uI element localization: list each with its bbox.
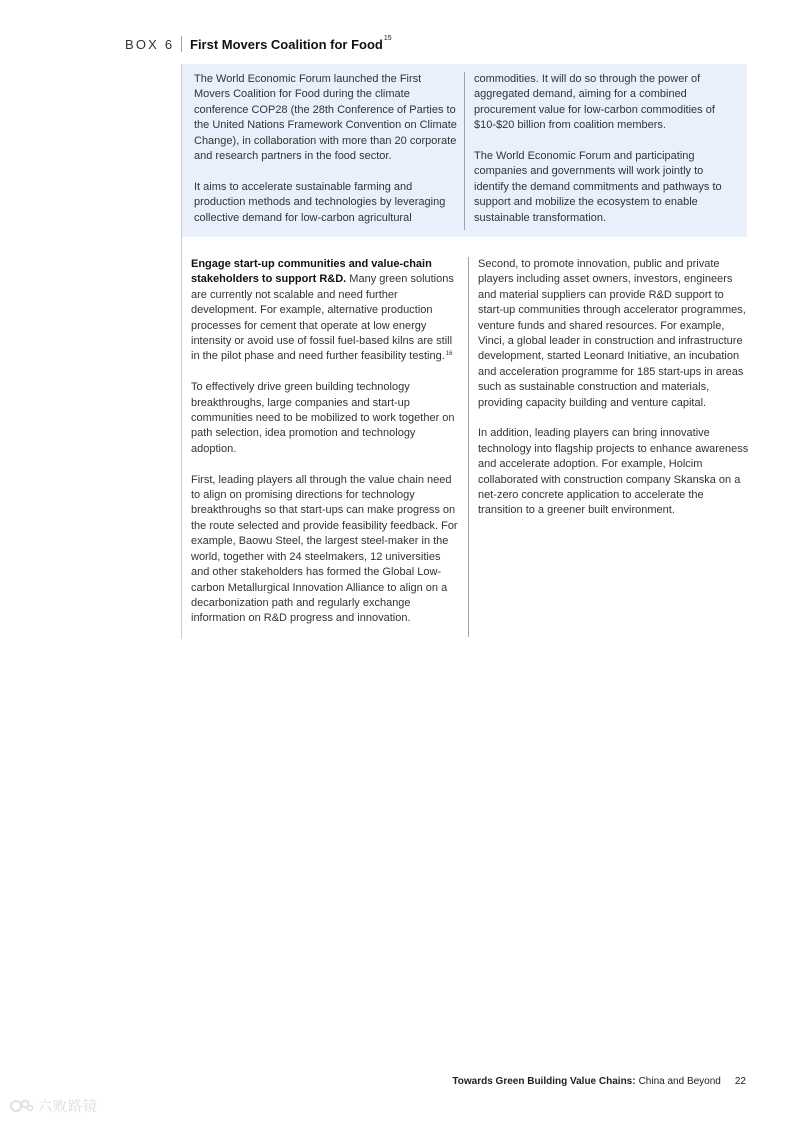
watermark-logo-icon	[8, 1098, 34, 1114]
body-paragraph: In addition, leading players can bring innovative technology into flagship projects to enhance awareness and accelerate adoption. For example, Holcim collaborated with construction company Skanska on a net-zero concrete application to accelerate the transition to a greener built environment.	[478, 427, 749, 517]
box-paragraph: commodities. It will do so through the power of aggregated demand, aiming for a combined procurement value for low-carbon commodities of $10-$20 billion from coalition members.	[474, 73, 715, 132]
lead-paragraph	[191, 257, 461, 365]
body-column-right	[478, 257, 750, 519]
box-label: BOX 6	[125, 36, 175, 52]
box-column-divider	[464, 72, 465, 230]
lead-text: Many green solutions are currently not scalable and need further development. For example, alternative production processes for cement that operate at low energy intensity or avoid use of fossil fuel-based kilns are still in the pilot phase and need further feasibility testing.	[191, 273, 454, 363]
box-title-text: First Movers Coalition for Food	[190, 36, 383, 52]
box-column-left	[194, 72, 460, 226]
watermark	[8, 1096, 98, 1116]
footer-doc-subtitle: China and Beyond	[638, 1076, 721, 1087]
body-paragraph: To effectively drive green building technology breakthroughs, large companies and start-up communities need to be mobilized to work together on path selection, idea promotion and technology adoption.	[191, 381, 455, 455]
body-paragraph: Second, to promote innovation, public and private players including asset owners, investors, engineers and material suppliers can provide R&D support to start-up communities through accelerator programmes, venture funds and shared resources. For example, Vinci, a global leader in construction and infrastructure development, started Leonard Initiative, an incubation and acceleration programme for 185 start-ups in areas such as sustainable construction and materials, providing capacity building and venture capital.	[478, 258, 746, 409]
lead-footnote-ref[interactable]: 16	[445, 351, 453, 358]
box-paragraph: The World Economic Forum launched the First Movers Coalition for Food during the climate conference COP28 (the 28th Conference of Parties to the United Nations Framework Convention on Climate Change), in collaboration with more than 20 corporate and research partners in the food sector.	[194, 73, 457, 163]
box-title	[190, 34, 392, 52]
box-title-footnote-ref[interactable]: 15	[383, 34, 392, 42]
watermark-text: 六败路镜	[38, 1098, 98, 1114]
box-paragraph: The World Economic Forum and participating companies and governments will work jointly to identify the demand commitments and pathways to support and mobilize the ecosystem to enable sustainable transformation.	[474, 150, 722, 224]
footer-doc-title: Towards Green Building Value Chains:	[452, 1076, 636, 1087]
body-column-divider	[468, 257, 469, 637]
box-panel	[181, 64, 747, 237]
body-column-left	[191, 257, 461, 627]
box-header	[125, 35, 392, 53]
box-paragraph: It aims to accelerate sustainable farming and production methods and technologies by leveraging collective demand for low-carbon agricultural	[194, 180, 446, 224]
body-left-rule	[181, 237, 182, 639]
body-paragraph: First, leading players all through the value chain need to align on promising directions for technology breakthroughs so that start-ups can make progress on the route selected and provide feasibility feedback. For example, Baowu Steel, the largest steel-maker in the world, together with 24 steelmakers, 12 universities and other stakeholders has formed the Global Low-carbon Metallurgical Innovation Alliance to align on a decarbonization path and regularly exchange information on R&D progress and innovation.	[191, 473, 458, 625]
lead-heading: Engage start-up communities and value-chain stakeholders to support R&D.	[191, 258, 432, 286]
box-header-divider	[181, 36, 182, 52]
page-footer	[452, 1076, 746, 1087]
box-column-right	[474, 72, 736, 226]
page-number: 22	[734, 1076, 746, 1087]
